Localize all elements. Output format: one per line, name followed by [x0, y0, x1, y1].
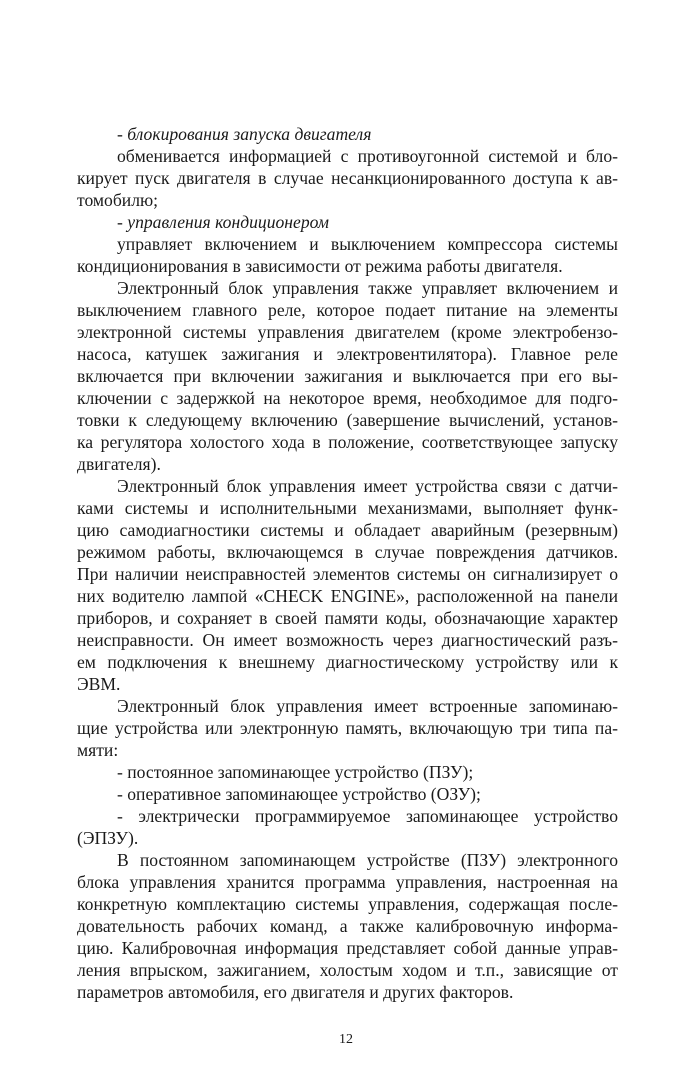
text-line: При наличии неисправностей элементов системы он сигнализирует о [77, 564, 618, 584]
text-line: приборов, и сохраняет в своей памяти коды, обозначающие характер [77, 608, 618, 628]
text-line: ка регулятора холостого хода в положение, соответствующее запуску [77, 432, 618, 452]
text-line: включается при включении зажигания и выключается при его вы- [77, 366, 618, 386]
text-line: электронной системы управления двигателем (кроме электробензо- [77, 322, 618, 342]
heading-engine-start-blocking: - блокирования запуска двигателя [117, 124, 372, 144]
text-line: выключением главного реле, которое подает питание на элементы [77, 300, 618, 320]
text-line: неисправности. Он имеет возможность через диагностический разъ- [77, 630, 618, 650]
list-item-rom: - постоянное запоминающее устройство (ПЗУ); [117, 762, 474, 782]
text-line: управляет включением и выключением компрессора системы [117, 234, 618, 254]
text-line: кондиционирования в зависимости от режима работы двигателя. [77, 256, 563, 276]
list-item-ram: - оперативное запоминающее устройство (ОЗУ); [117, 784, 481, 804]
text-line: томобилю; [77, 190, 159, 210]
text-line: мяти: [77, 740, 119, 760]
text-line: параметров автомобиля, его двигателя и других факторов. [77, 982, 514, 1002]
text-line: цию самодиагностики системы и обладает аварийным (резервным) [77, 520, 618, 540]
text-line: ками системы и исполнительными механизмами, выполняет функ- [77, 498, 618, 518]
text-line: Электронный блок управления имеет устройства связи с датчи- [117, 476, 618, 496]
text-line: кирует пуск двигателя в случае несанкционированного доступа к ав- [77, 168, 618, 188]
text-line: ем подключения к внешнему диагностическому устройству или к [77, 652, 618, 672]
text-line: конкретную комплектацию системы управления, содержащая после- [77, 894, 618, 914]
text-line: них водителю лампой «CHECK ENGINE», расположенной на панели [77, 586, 618, 606]
text-line: обменивается информацией с противоугонной системой и бло- [117, 146, 618, 166]
text-line: насоса, катушек зажигания и электровентилятора). Главное реле [77, 344, 618, 364]
text-line: режимом работы, включающемся в случае повреждения датчиков. [77, 542, 618, 562]
text-line: товки к следующему включению (завершение вычислений, установ- [77, 410, 618, 430]
text-line: ключении с задержкой на некоторое время, необходимое для подго- [77, 388, 618, 408]
text-line: В постоянном запоминающем устройстве (ПЗУ) электронного [117, 850, 618, 870]
text-line: ЭВМ. [77, 674, 121, 694]
text-line: двигателя). [77, 454, 161, 474]
heading-air-conditioning: - управления кондиционером [117, 212, 329, 232]
text-line: довательность рабочих команд, а также калибровочную информа- [77, 916, 618, 936]
text-line: (ЭПЗУ). [77, 828, 139, 848]
text-line: блока управления хранится программа управления, настроенная на [77, 872, 618, 892]
text-line: Электронный блок управления также управляет включением и [117, 278, 618, 298]
list-item-eeprom: - электрически программируемое запоминающее устройство [117, 806, 618, 826]
text-line: Электронный блок управления имеет встроенные запоминаю- [117, 696, 618, 716]
text-line: цию. Калибровочная информация представляет собой данные управ- [77, 938, 618, 958]
text-line: ления впрыском, зажиганием, холостым ходом и т.п., зависящие от [77, 960, 618, 980]
text-line: щие устройства или электронную память, включающую три типа па- [77, 718, 618, 738]
page-number: 12 [339, 1032, 353, 1047]
